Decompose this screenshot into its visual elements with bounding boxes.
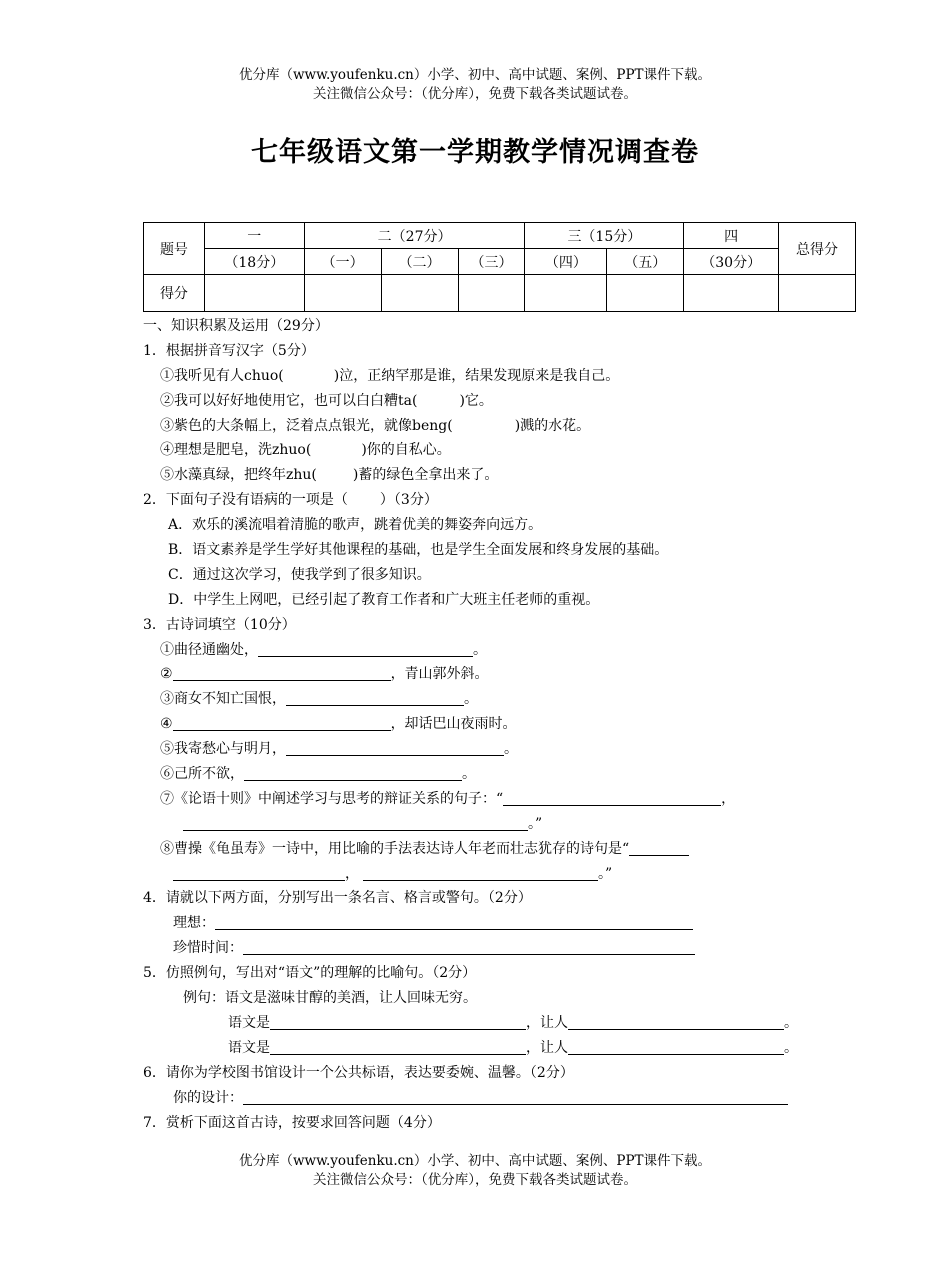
q1-item-5: ⑤水藻真绿，把终年zhu( )蓄的绿色全拿出来了。	[160, 467, 499, 484]
score-table-total-label: 总得分	[779, 223, 856, 275]
header-line-1: 优分库（www.youfenku.cn）小学、初中、高中试题、案例、PPT课件下载。	[238, 67, 712, 83]
q3-blank-6[interactable]	[244, 764, 462, 781]
score-table-sub-5: （五）	[607, 249, 684, 275]
q1-item-2: ②我可以好好地使用它，也可以白白糟ta( )它。	[160, 392, 493, 409]
score-cell-7[interactable]	[684, 275, 779, 312]
score-table-section4-num: 四	[684, 223, 779, 249]
q3-title: 3．古诗词填空（10分）	[143, 616, 296, 633]
score-cell-5[interactable]	[525, 275, 607, 312]
q2-title: 2．下面句子没有语病的一项是（ ）（3分）	[143, 492, 438, 509]
score-table-score-label: 得分	[144, 275, 205, 312]
q1-item-1: ①我听见有人chuo( )泣，正纳罕那是谁，结果发现原来是我自己。	[160, 367, 620, 384]
q2-option-b: B．语文素养是学生学好其他课程的基础，也是学生全面发展和终身发展的基础。	[168, 542, 669, 559]
q3-line-8-cont: ， 。”	[143, 862, 843, 887]
q4-title: 4．请就以下两方面，分别写出一条名言、格言或警句。（2分）	[143, 890, 532, 907]
score-cell-1[interactable]	[204, 275, 304, 312]
score-cell-2[interactable]	[304, 275, 381, 312]
q3-blank-8a[interactable]	[629, 839, 689, 856]
score-table-sub-2: （二）	[381, 249, 458, 275]
q4-line-b: 珍惜时间：	[143, 936, 843, 961]
score-table-section4-pts: （30分）	[684, 249, 779, 275]
q3-blank-7b[interactable]	[183, 814, 528, 831]
q3-line-6: ⑥己所不欲， 。	[160, 766, 476, 783]
q2-option-d: D．中学生上网吧，已经引起了教育工作者和广大班主任老师的重视。	[168, 591, 600, 608]
q5-example: 例句：语文是滋味甘醇的美酒，让人回味无穷。	[183, 990, 477, 1007]
footer-line-2: 关注微信公众号：（优分库），免费下载各类试题试卷。	[313, 1172, 637, 1188]
score-cell-total[interactable]	[779, 275, 856, 312]
q3-line-4: ④ ，却话巴山夜雨时。	[160, 716, 517, 733]
q3-blank-1[interactable]	[258, 640, 473, 657]
q4-blank-a[interactable]	[215, 913, 693, 930]
q1-item-3: ③紫色的大条幅上，泛着点点银光，就像beng( )溅的水花。	[160, 417, 591, 434]
q2-option-a: A．欢乐的溪流唱着清脆的歌声，跳着优美的舞姿奔向远方。	[168, 517, 543, 534]
footer-line-1: 优分库（www.youfenku.cn）小学、初中、高中试题、案例、PPT课件下载。	[238, 1153, 712, 1169]
q3-blank-4[interactable]	[173, 714, 391, 731]
q6-blank[interactable]	[243, 1088, 788, 1105]
q1-title: 1．根据拼音写汉字（5分）	[143, 342, 315, 359]
q5-blank-2b[interactable]	[568, 1038, 784, 1055]
score-cell-3[interactable]	[381, 275, 458, 312]
exam-body	[143, 314, 843, 1135]
q5-title: 5．仿照例句，写出对“语文”的理解的比喻句。（2分）	[143, 965, 477, 982]
score-cell-4[interactable]	[458, 275, 525, 312]
q3-blank-3[interactable]	[286, 689, 464, 706]
q3-line-3: ③商女不知亡国恨， 。	[160, 691, 478, 708]
q5-blank-1a[interactable]	[270, 1013, 526, 1030]
q3-line-8: ⑧曹操《龟虽寿》一诗中，用比喻的手法表达诗人年老而壮志犹存的诗句是“	[143, 837, 843, 862]
q5-line-2: 语文是 ，让人 。	[228, 1039, 798, 1056]
q3-line-1: ①曲径通幽处， 。	[160, 641, 487, 658]
q3-blank-8c[interactable]	[363, 864, 598, 881]
q3-line-5: ⑤我寄愁心与明月， 。	[160, 741, 518, 758]
q6-title: 6．请你为学校图书馆设计一个公共标语，表达要委婉、温馨。（2分）	[143, 1064, 574, 1081]
q5-line-1: 语文是 ，让人 。	[228, 1014, 798, 1031]
q4-line-a: 理想：	[143, 911, 843, 936]
q3-blank-5[interactable]	[286, 739, 504, 756]
score-table-section2: 二（27分）	[304, 223, 525, 249]
score-table	[143, 222, 856, 312]
q6-line: 你的设计：	[143, 1086, 843, 1111]
page-title: 七年级语文第一学期教学情况调查卷	[251, 137, 699, 168]
q2-option-c: C．通过这次学习，使我学到了很多知识。	[168, 566, 431, 583]
section-heading: 一、知识积累及运用（29分）	[143, 318, 329, 334]
q3-blank-7a[interactable]	[503, 789, 721, 806]
header-line-2: 关注微信公众号：（优分库），免费下载各类试题试卷。	[313, 86, 637, 102]
q1-item-4: ④理想是肥皂，洗zhuo( )你的自私心。	[160, 442, 451, 459]
score-table-section1-pts: （18分）	[204, 249, 304, 275]
q5-blank-2a[interactable]	[270, 1038, 526, 1055]
score-cell-6[interactable]	[607, 275, 684, 312]
q4-blank-b[interactable]	[243, 938, 695, 955]
score-table-sub-3: （三）	[458, 249, 525, 275]
q3-line-2: ② ，青山郭外斜。	[160, 666, 489, 683]
score-table-section3: 三（15分）	[525, 223, 684, 249]
page-header	[0, 66, 950, 104]
q5-blank-1b[interactable]	[568, 1013, 784, 1030]
score-table-section1-num: 一	[204, 223, 304, 249]
q7-title: 7．赏析下面这首古诗，按要求回答问题（4分）	[143, 1114, 441, 1131]
q3-blank-8b[interactable]	[173, 864, 345, 881]
q3-line-7-cont: 。”	[143, 812, 843, 837]
score-table-sub-1: （一）	[304, 249, 381, 275]
q3-blank-2[interactable]	[173, 664, 391, 681]
score-table-question-label: 题号	[144, 223, 205, 275]
score-table-sub-4: （四）	[525, 249, 607, 275]
page-footer	[0, 1152, 950, 1190]
q3-line-7: ⑦《论语十则》中阐述学习与思考的辩证关系的句子：“ ，	[160, 790, 736, 807]
